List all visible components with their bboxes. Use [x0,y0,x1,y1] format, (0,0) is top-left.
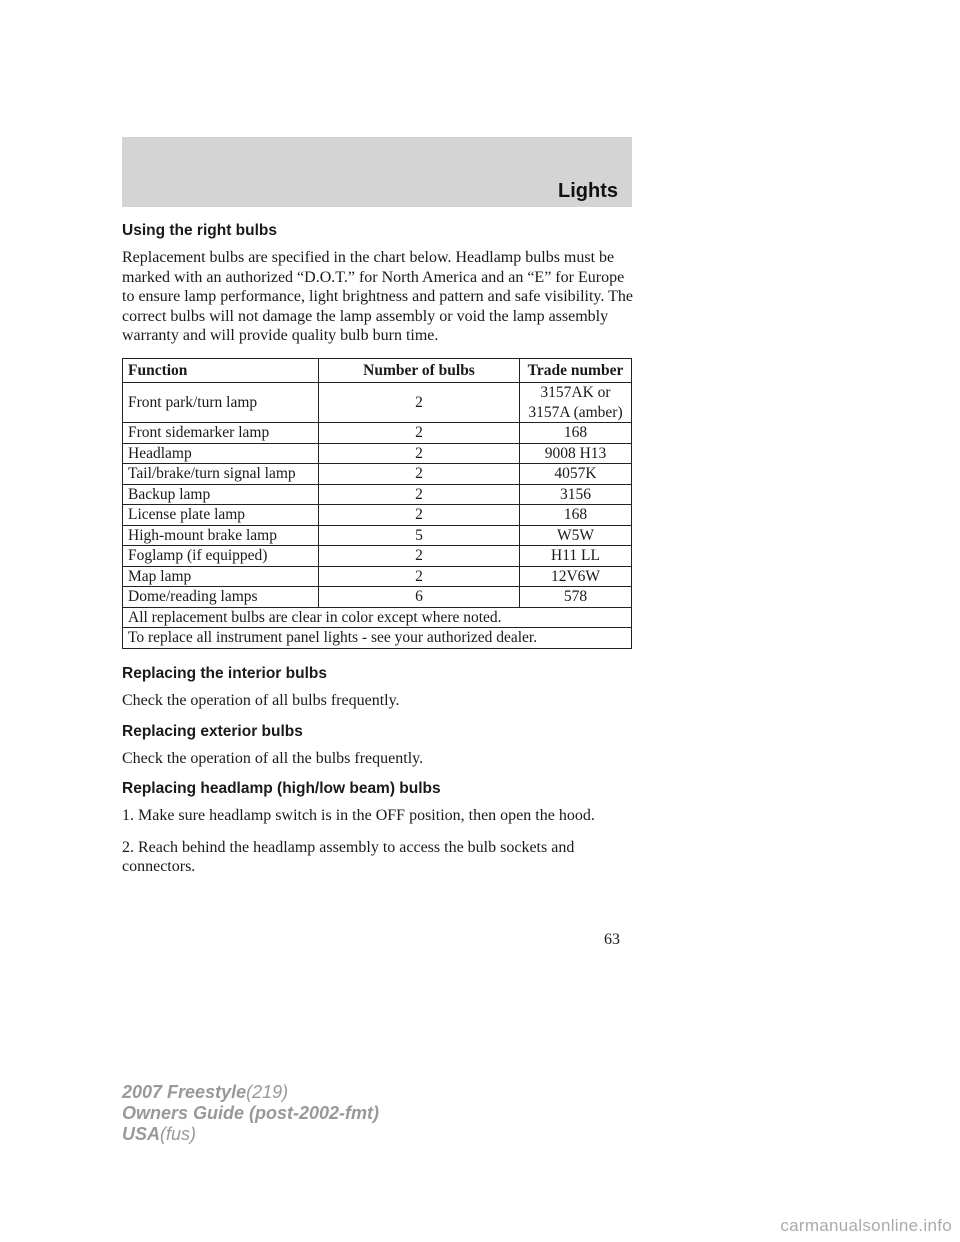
footer-model-code: (219) [246,1082,289,1102]
cell-count: 2 [319,423,520,444]
cell-function: Backup lamp [123,484,319,505]
table-header-row [123,358,632,383]
footer-guide: Owners Guide (post-2002-fmt) [122,1103,380,1123]
cell-trade: W5W [520,525,632,546]
cell-function: Headlamp [123,443,319,464]
cell-count: 2 [319,383,520,423]
cell-trade: 168 [520,423,632,444]
cell-count: 2 [319,546,520,567]
cell-function: Front sidemarker lamp [123,423,319,444]
cell-count: 2 [319,443,520,464]
cell-count: 2 [319,505,520,526]
cell-trade: 4057K [520,464,632,485]
table-row [123,484,632,505]
cell-function: Foglamp (if equipped) [123,546,319,567]
footer-market-code: (fus) [160,1124,197,1144]
cell-trade: 3157AK or 3157A (amber) [520,383,632,423]
cell-function: License plate lamp [123,505,319,526]
footer-model: 2007 Freestyle [122,1082,247,1102]
document-footer [122,1082,379,1145]
table-row [123,423,632,444]
table-row [123,383,632,423]
paragraph-exterior-bulbs: Check the operation of all the bulbs frequently. [122,749,424,767]
heading-right-bulbs: Using the right bulbs [122,222,277,239]
section-header-band [122,137,632,207]
table-note: To replace all instrument panel lights - see your authorized dealer. [123,628,632,649]
cell-function: Map lamp [123,566,319,587]
cell-function: Tail/brake/turn signal lamp [123,464,319,485]
table-row [123,525,632,546]
step-1: 1. Make sure headlamp switch is in the OFF position, then open the hood. [122,807,595,825]
table-note-row [123,607,632,628]
cell-count: 2 [319,464,520,485]
cell-count: 5 [319,525,520,546]
step-2: 2. Reach behind the headlamp assembly to access the bulb sockets and connectors. [122,838,575,876]
cell-trade: 12V6W [520,566,632,587]
table-row [123,546,632,567]
cell-count: 2 [319,566,520,587]
paragraph-right-bulbs: Replacement bulbs are specified in the chart below. Headlamp bulbs must be marked with an authorized “D.O.T.” for North America and an “E” for Europe to ensure lamp performance, light brightness and pattern and safe visibility. The correct bulbs will not damage the lamp assembly or void the lamp assembly warranty and will provide quality bulb burn time. [122,249,633,345]
heading-interior-bulbs: Replacing the interior bulbs [122,664,327,682]
page-content [122,222,634,889]
site-watermark: carmanualsonline.info [780,1216,952,1235]
table-row [123,505,632,526]
table-row [123,587,632,608]
header-function: Function [123,358,319,383]
table-row [123,566,632,587]
cell-trade: 168 [520,505,632,526]
page-number: 63 [604,931,620,948]
table-row [123,443,632,464]
header-number-of-bulbs: Number of bulbs [319,358,520,383]
cell-function: Dome/reading lamps [123,587,319,608]
table-note: All replacement bulbs are clear in color except where noted. [123,607,632,628]
section-title: Lights [558,180,618,202]
cell-trade: 3156 [520,484,632,505]
table-note-row [123,628,632,649]
bulb-table [122,358,632,649]
footer-market: USA [122,1124,161,1144]
cell-trade: 578 [520,587,632,608]
heading-headlamp-bulbs: Replacing headlamp (high/low beam) bulbs [122,780,441,798]
table-row [123,464,632,485]
heading-exterior-bulbs: Replacing exterior bulbs [122,722,303,740]
header-trade-number: Trade number [520,358,632,383]
cell-count: 2 [319,484,520,505]
cell-count: 6 [319,587,520,608]
cell-function: Front park/turn lamp [123,383,319,423]
cell-function: High-mount brake lamp [123,525,319,546]
paragraph-interior-bulbs: Check the operation of all bulbs frequently. [122,691,400,709]
cell-trade: H11 LL [520,546,632,567]
cell-trade: 9008 H13 [520,443,632,464]
